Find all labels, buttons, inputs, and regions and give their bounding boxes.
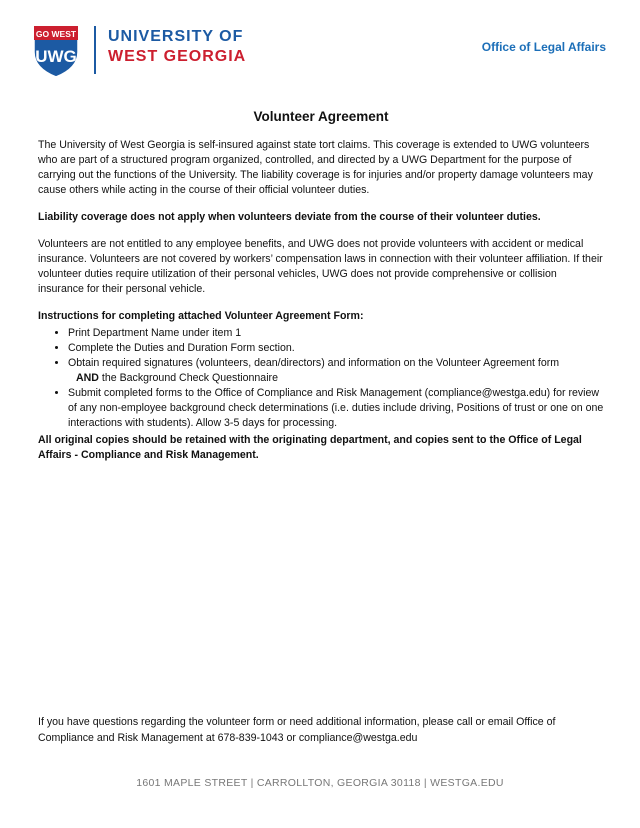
badge-top-text: GO WEST xyxy=(35,29,77,39)
instruction-item-3 xyxy=(68,356,604,386)
document-title: Volunteer Agreement xyxy=(253,109,389,124)
uwg-shield-icon xyxy=(28,22,84,78)
badge-bottom-text: UWG xyxy=(35,47,77,66)
instruction-item-3-rest: the Background Check Questionnaire xyxy=(98,372,278,384)
contact-paragraph: If you have questions regarding the volunteer form or need additional information, please call or email Office of Compliance and Risk Management at 678-839-1043 or compliance@westga.edu xyxy=(38,716,556,744)
paragraph-benefits: Volunteers are not entitled to any employee benefits, and UWG does not provide volunteers with accident or medical insurance. Volunteers are not covered by workers’ compensation laws in connection with their volunteer affiliation. If their volunteer duties require utilization of their personal vehicles, UWG does not provide comprehensive or collision insurance for their personal vehicle. xyxy=(38,238,603,295)
instruction-item-3-text: Obtain required signatures (volunteers, dean/directors) and information on the Volunteer Agreement form xyxy=(68,357,560,369)
retention-note: All original copies should be retained with the originating department, and copies sent to the Office of Legal Affairs - Compliance and Risk Management. xyxy=(38,434,582,461)
instructions-list xyxy=(38,326,604,431)
instruction-item-2: • Complete the Duties and Duration Form section. xyxy=(68,341,604,356)
university-name-line1: UNIVERSITY OF xyxy=(108,28,244,45)
instruction-item-1: • Print Department Name under item 1 xyxy=(68,326,604,341)
office-name: Office of Legal Affairs xyxy=(481,40,606,54)
university-name-line2: WEST GEORGIA xyxy=(108,48,247,65)
footer-address: 1601 MAPLE STREET | CARROLLTON, GEORGIA 30118 | WESTGA.EDU xyxy=(136,777,504,789)
and-emphasis: AND xyxy=(76,372,99,384)
liability-statement: Liability coverage does not apply when volunteers deviate from the course of their volunteer duties. xyxy=(38,211,541,223)
instruction-item-3-continuation xyxy=(68,372,278,384)
instructions-title: Instructions for completing attached Volunteer Agreement Form: xyxy=(38,310,364,322)
logo-divider xyxy=(94,26,96,74)
instruction-item-4: • Submit completed forms to the Office of Compliance and Risk Management (compliance@westga.edu) for review of any non-employee background check determinations (i.e. duties include driving, Positions of trust or one on one interactions with students). Allow 3-5 days for processing. xyxy=(68,386,604,431)
uwg-logo xyxy=(28,22,268,78)
document-body xyxy=(38,108,604,463)
paragraph-self-insured: The University of West Georgia is self-insured against state tort claims. This coverage is extended to UWG volunteers who are part of a structured program organized, controlled, and directed by a UWG Department for the purpose of carrying out the functions of the University. The liability coverage is for injuries and/or property damage volunteers may cause others while acting in the course of their official volunteer duties. xyxy=(38,139,593,196)
